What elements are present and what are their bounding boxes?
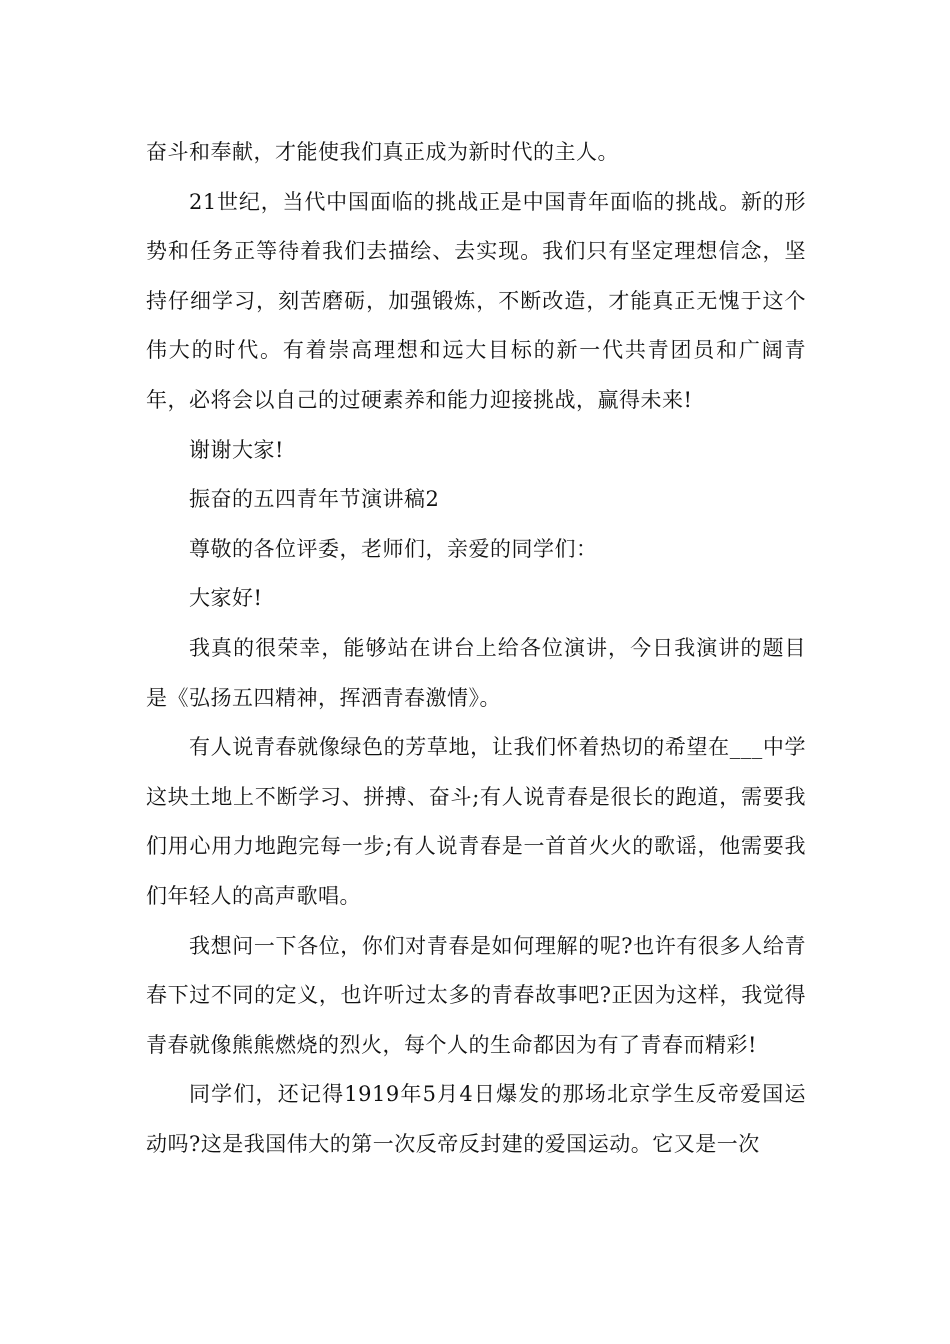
paragraph-intro: 我真的很荣幸，能够站在讲台上给各位演讲，今日我演讲的题目是《弘扬五四精神，挥洒青春激情》。 bbox=[146, 635, 806, 710]
paragraph-salutation: 尊敬的各位评委，老师们，亲爱的同学们： bbox=[189, 536, 598, 561]
paragraph-continuation: 奋斗和奉献，才能使我们真正成为新时代的主人。 bbox=[146, 140, 619, 164]
speech-title: 振奋的五四青年节演讲稿2 bbox=[189, 487, 440, 512]
paragraph-youth-question: 我想问一下各位，你们对青春是如何理解的呢?也许有很多人给青春下过不同的定义，也许听过太多的青春故事吧?正因为这样，我觉得青春就像熊熊燃烧的烈火，每个人的生命都因为有了青春而精彩! bbox=[146, 933, 806, 1057]
paragraph-greeting: 大家好! bbox=[189, 586, 263, 611]
document-body bbox=[146, 128, 806, 1169]
paragraph-youth-metaphors: 有人说青春就像绿色的芳草地，让我们怀着热切的希望在___中学这块土地上不断学习、拼搏、奋斗;有人说青春是很长的跑道，需要我们用心用力地跑完每一步;有人说青春是一首首火火的歌谣，他需要我们年轻人的高声歌唱。 bbox=[146, 735, 806, 908]
paragraph-thanks: 谢谢大家! bbox=[189, 437, 284, 462]
paragraph-21st-century: 21世纪，当代中国面临的挑战正是中国青年面临的挑战。新的形势和任务正等待着我们去描绘、去实现。我们只有坚定理想信念，坚持仔细学习，刻苦磨砺，加强锻炼，不断改造，才能真正无愧于这个伟大的时代。有着崇高理想和远大目标的新一代共青团员和广阔青年，必将会以自己的过硬素养和能力迎接挑战，赢得未来! bbox=[146, 189, 806, 412]
paragraph-may-fourth: 同学们，还记得1919年5月4日爆发的那场北京学生反帝爱国运动吗?这是我国伟大的第一次反帝反封建的爱国运动。它又是一次 bbox=[146, 1082, 806, 1156]
